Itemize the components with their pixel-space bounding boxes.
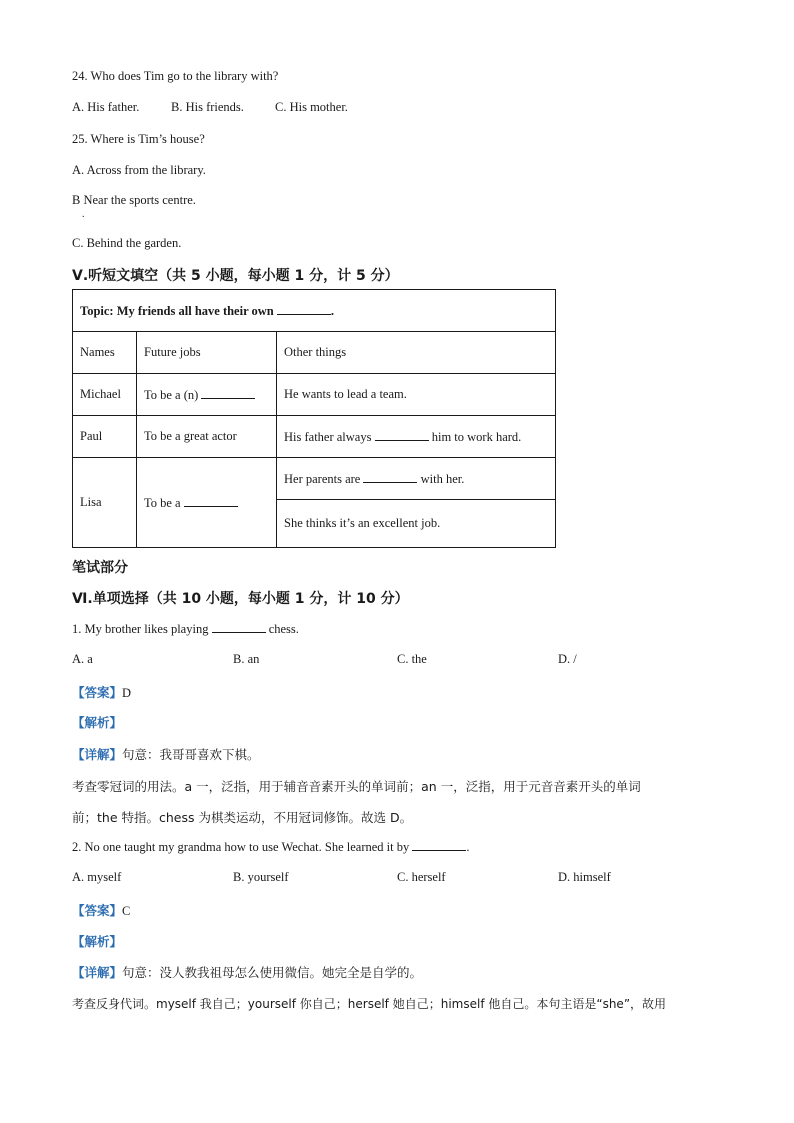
answer-blank — [184, 495, 238, 507]
q1-answer: 【答案】D — [72, 685, 132, 700]
table-header-row — [73, 332, 556, 374]
question-24: 24. Who does Tim go to the library with? — [72, 69, 279, 83]
topic-prefix: Topic: My friends all have their own — [80, 303, 274, 318]
q25-option-c: C. Behind the garden. — [72, 236, 182, 250]
topic-suffix: . — [330, 303, 335, 318]
section-6-heading: Ⅵ.单项选择（共 10 小题，每小题 1 分，计 10 分） — [72, 591, 409, 607]
section-5-heading: Ⅴ.听短文填空（共 5 小题，每小题 1 分，计 5 分） — [72, 268, 399, 284]
q1-option-d: D. / — [558, 652, 577, 666]
q25-option-b-dot: . — [82, 209, 85, 220]
q2-option-c: C. herself — [397, 870, 446, 884]
other-cell: His father always him to work hard. — [277, 416, 556, 458]
q1-explanation-line-2: 前；the 特指。chess 为棋类运动，不用冠词修饰。故选 D。 — [72, 810, 413, 825]
answer-blank — [201, 387, 255, 399]
header-other-things: Other things — [277, 332, 556, 374]
q2-option-b: B. yourself — [233, 870, 289, 884]
table-row — [73, 458, 556, 500]
table-row — [73, 416, 556, 458]
name-cell: Paul — [73, 416, 137, 458]
job-cell: To be a great actor — [137, 416, 277, 458]
q2-detail: 【详解】句意：没人教我祖母怎么使用微信。她完全是自学的。 — [72, 965, 423, 980]
answer-blank — [277, 303, 331, 315]
q2-option-d: D. himself — [558, 870, 611, 884]
question-2: 2. No one taught my grandma how to use Wechat. She learned it by . — [72, 840, 470, 854]
listening-table — [72, 289, 556, 548]
q1-explanation-line-1: 考查零冠词的用法。a 一，泛指，用于辅音音素开头的单词前；an 一，泛指，用于元音音素开头的单词 — [72, 779, 641, 794]
q25-option-b: B Near the sports centre. — [72, 193, 196, 207]
header-future-jobs: Future jobs — [137, 332, 277, 374]
answer-blank — [363, 471, 417, 483]
q24-option-c: C. His mother. — [275, 100, 348, 114]
q1-detail: 【详解】句意：我哥哥喜欢下棋。 — [72, 747, 260, 762]
job-cell: To be a (n) — [137, 374, 277, 416]
q2-option-a: A. myself — [72, 870, 122, 884]
q24-option-a: A. His father. — [72, 100, 140, 114]
written-part-heading: 笔试部分 — [72, 560, 128, 576]
q2-answer: 【答案】C — [72, 903, 131, 918]
name-cell: Lisa — [73, 458, 137, 548]
topic-cell — [73, 290, 556, 332]
q1-option-a: A. a — [72, 652, 93, 666]
answer-blank — [375, 429, 429, 441]
table-row — [73, 290, 556, 332]
job-cell: To be a — [137, 458, 277, 548]
q1-option-c: C. the — [397, 652, 427, 666]
question-25: 25. Where is Tim’s house? — [72, 132, 205, 146]
q2-explanation-line-1: 考查反身代词。myself 我自己；yourself 你自己；herself 她自己；himself 他自己。本句主语是“she”，故用 — [72, 997, 667, 1011]
other-cell: She thinks it’s an excellent job. — [277, 500, 556, 548]
q1-option-b: B. an — [233, 652, 260, 666]
q1-analysis-label: 【解析】 — [72, 715, 123, 730]
header-names: Names — [73, 332, 137, 374]
answer-blank — [212, 621, 266, 633]
other-cell: Her parents are with her. — [277, 458, 556, 500]
name-cell: Michael — [73, 374, 137, 416]
q2-analysis-label: 【解析】 — [72, 934, 123, 949]
other-cell: He wants to lead a team. — [277, 374, 556, 416]
question-1: 1. My brother likes playing chess. — [72, 622, 299, 636]
table-row — [73, 374, 556, 416]
q24-option-b: B. His friends. — [171, 100, 244, 114]
q25-option-a: A. Across from the library. — [72, 163, 206, 177]
answer-blank — [412, 839, 466, 851]
